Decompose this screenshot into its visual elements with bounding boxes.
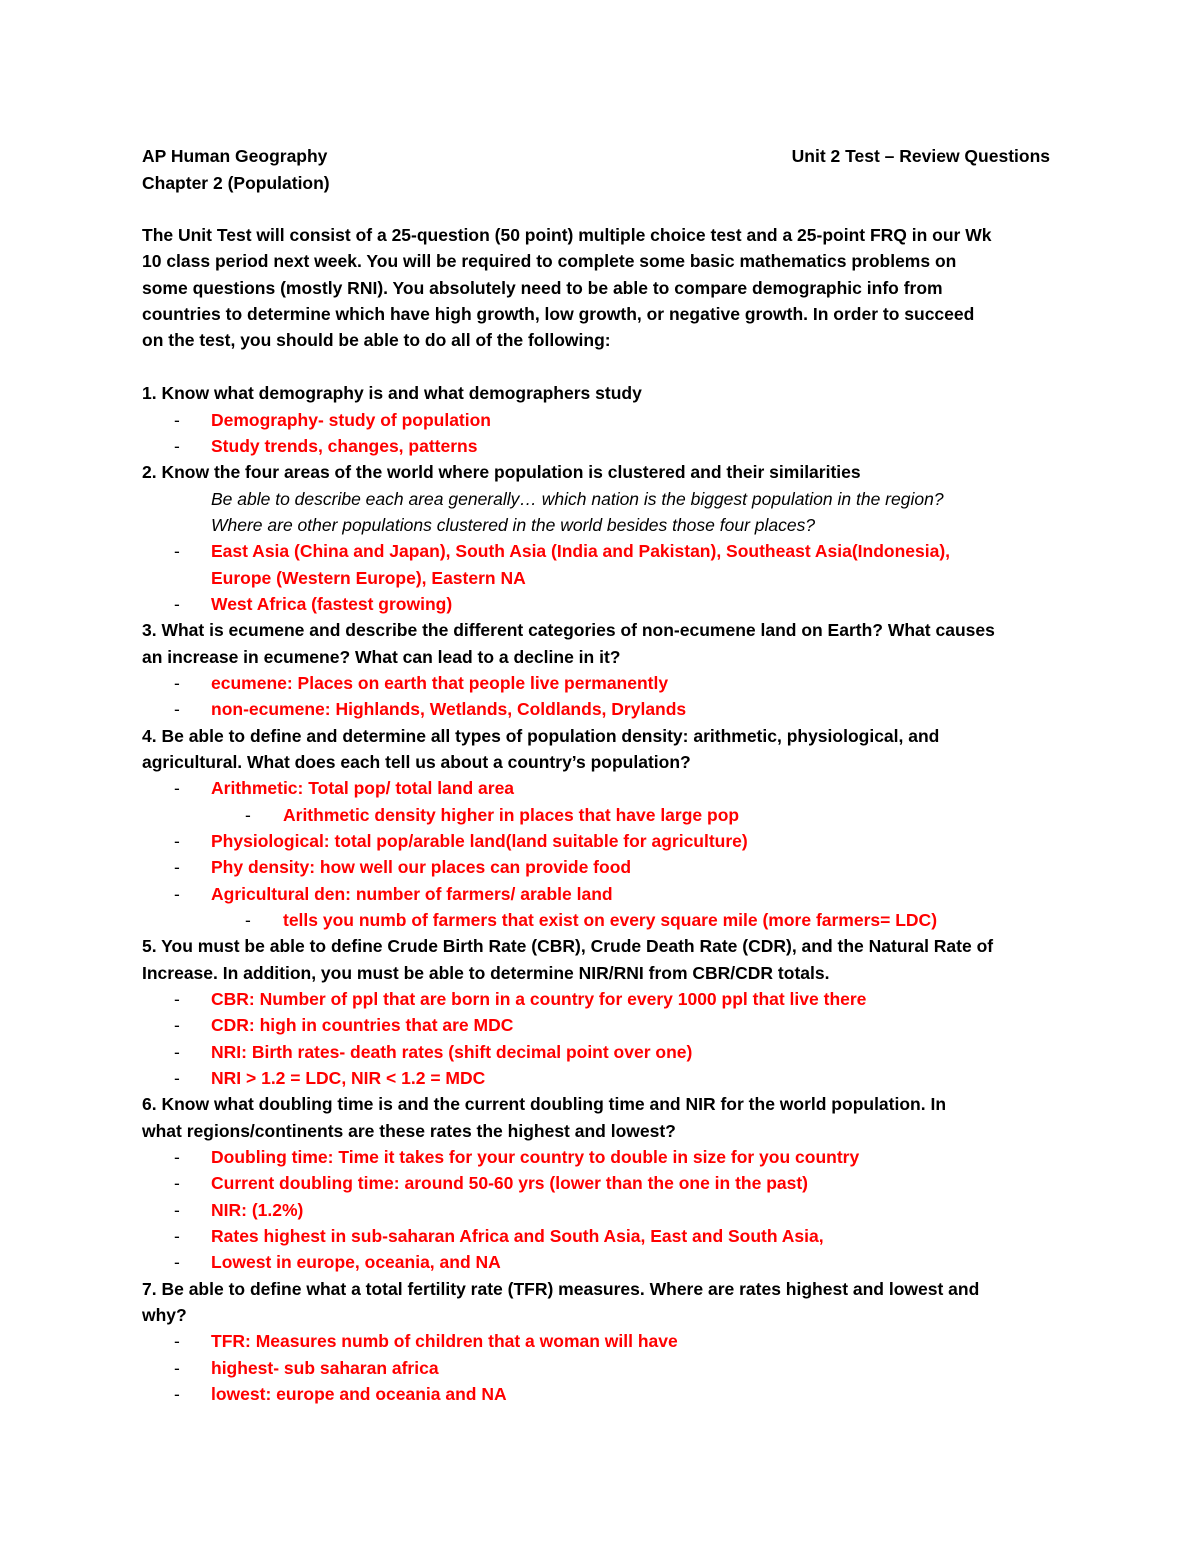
intro-line: The Unit Test will consist of a 25-question (50 point) multiple choice test and a 25-point FRQ in our Wk — [142, 225, 992, 245]
intro-line: some questions (mostly RNI). You absolutely need to be able to compare demographic info from — [142, 278, 943, 298]
question-3: an increase in ecumene? What can lead to a decline in it? — [142, 647, 621, 667]
answer-item: Lowest in europe, oceania, and NA — [211, 1252, 501, 1272]
question-7: why? — [142, 1305, 187, 1325]
course-title: AP Human Geography — [142, 146, 328, 166]
answer-item: CBR: Number of ppl that are born in a country for every 1000 ppl that live there — [211, 989, 867, 1009]
question-4: agricultural. What does each tell us about a country’s population? — [142, 752, 691, 772]
question-3: 3. What is ecumene and describe the different categories of non-ecumene land on Earth? What causes — [142, 620, 995, 640]
answer-item: Phy density: how well our places can provide food — [211, 857, 632, 877]
question-6: 6. Know what doubling time is and the current doubling time and NIR for the world population. In — [142, 1094, 947, 1114]
bullet-dash: - — [174, 541, 180, 561]
bullet-dash: - — [174, 884, 180, 904]
answer-item: Europe (Western Europe), Eastern NA — [211, 568, 526, 588]
bullet-dash: - — [174, 1015, 180, 1035]
question-5: Increase. In addition, you must be able to determine NIR/RNI from CBR/CDR totals. — [142, 963, 830, 983]
answer-item: NRI > 1.2 = LDC, NIR < 1.2 = MDC — [211, 1068, 486, 1088]
intro-line: countries to determine which have high growth, low growth, or negative growth. In order to succeed — [142, 304, 975, 324]
bullet-dash: - — [174, 1173, 180, 1193]
bullet-dash: - — [174, 1200, 180, 1220]
bullet-dash: - — [174, 1042, 180, 1062]
intro-line: on the test, you should be able to do all of the following: — [142, 330, 611, 350]
answer-item: Study trends, changes, patterns — [211, 436, 478, 456]
answer-item: Physiological: total pop/arable land(land suitable for agriculture) — [211, 831, 748, 851]
answer-item: East Asia (China and Japan), South Asia (India and Pakistan), Southeast Asia(Indonesia), — [211, 541, 951, 561]
answer-item: ecumene: Places on earth that people live permanently — [211, 673, 669, 693]
answer-item: lowest: europe and oceania and NA — [211, 1384, 507, 1404]
question-4: 4. Be able to define and determine all types of population density: arithmetic, physiological, and — [142, 726, 940, 746]
question-5: 5. You must be able to define Crude Birth Rate (CBR), Crude Death Rate (CDR), and the Natural Rate of — [142, 936, 994, 956]
answer-item: TFR: Measures numb of children that a woman will have — [211, 1331, 678, 1351]
question-7: 7. Be able to define what a total fertility rate (TFR) measures. Where are rates highest and lowest and — [142, 1279, 980, 1299]
bullet-dash: - — [174, 1226, 180, 1246]
bullet-dash: - — [174, 594, 180, 614]
question-6: what regions/continents are these rates the highest and lowest? — [142, 1121, 676, 1141]
bullet-dash: - — [174, 1068, 180, 1088]
answer-item: Demography- study of population — [211, 410, 491, 430]
chapter-title: Chapter 2 (Population) — [142, 173, 330, 193]
bullet-dash: - — [174, 1147, 180, 1167]
answer-item: non-ecumene: Highlands, Wetlands, Coldlands, Drylands — [211, 699, 687, 719]
answer-subitem: Arithmetic density higher in places that have large pop — [283, 805, 740, 825]
question-note: Be able to describe each area generally… which nation is the biggest population in the region? — [211, 489, 944, 509]
bullet-dash: - — [174, 410, 180, 430]
answer-item: CDR: high in countries that are MDC — [211, 1015, 514, 1035]
answer-item: highest- sub saharan africa — [211, 1358, 439, 1378]
question-2: 2. Know the four areas of the world where population is clustered and their similarities — [142, 462, 861, 482]
bullet-dash: - — [245, 910, 251, 930]
answer-item: Agricultural den: number of farmers/ arable land — [211, 884, 613, 904]
bullet-dash: - — [174, 699, 180, 719]
answer-item: Doubling time: Time it takes for your country to double in size for you country — [211, 1147, 860, 1167]
bullet-dash: - — [174, 673, 180, 693]
bullet-dash: - — [174, 436, 180, 456]
bullet-dash: - — [174, 831, 180, 851]
bullet-dash: - — [245, 805, 251, 825]
question-1: 1. Know what demography is and what demographers study — [142, 383, 642, 403]
answer-item: NIR: (1.2%) — [211, 1200, 304, 1220]
bullet-dash: - — [174, 778, 180, 798]
question-note: Where are other populations clustered in the world besides those four places? — [211, 515, 816, 535]
bullet-dash: - — [174, 1252, 180, 1272]
bullet-dash: - — [174, 1384, 180, 1404]
bullet-dash: - — [174, 857, 180, 877]
bullet-dash: - — [174, 989, 180, 1009]
bullet-dash: - — [174, 1358, 180, 1378]
intro-line: 10 class period next week. You will be required to complete some basic mathematics problems on — [142, 251, 957, 271]
unit-title: Unit 2 Test – Review Questions — [791, 146, 1050, 166]
answer-item: Rates highest in sub-saharan Africa and South Asia, East and South Asia, — [211, 1226, 824, 1246]
answer-item: West Africa (fastest growing) — [211, 594, 453, 614]
answer-subitem: tells you numb of farmers that exist on every square mile (more farmers= LDC) — [283, 910, 938, 930]
answer-item: Arithmetic: Total pop/ total land area — [211, 778, 515, 798]
bullet-dash: - — [174, 1331, 180, 1351]
answer-item: Current doubling time: around 50-60 yrs (lower than the one in the past) — [211, 1173, 808, 1193]
answer-item: NRI: Birth rates- death rates (shift decimal point over one) — [211, 1042, 693, 1062]
